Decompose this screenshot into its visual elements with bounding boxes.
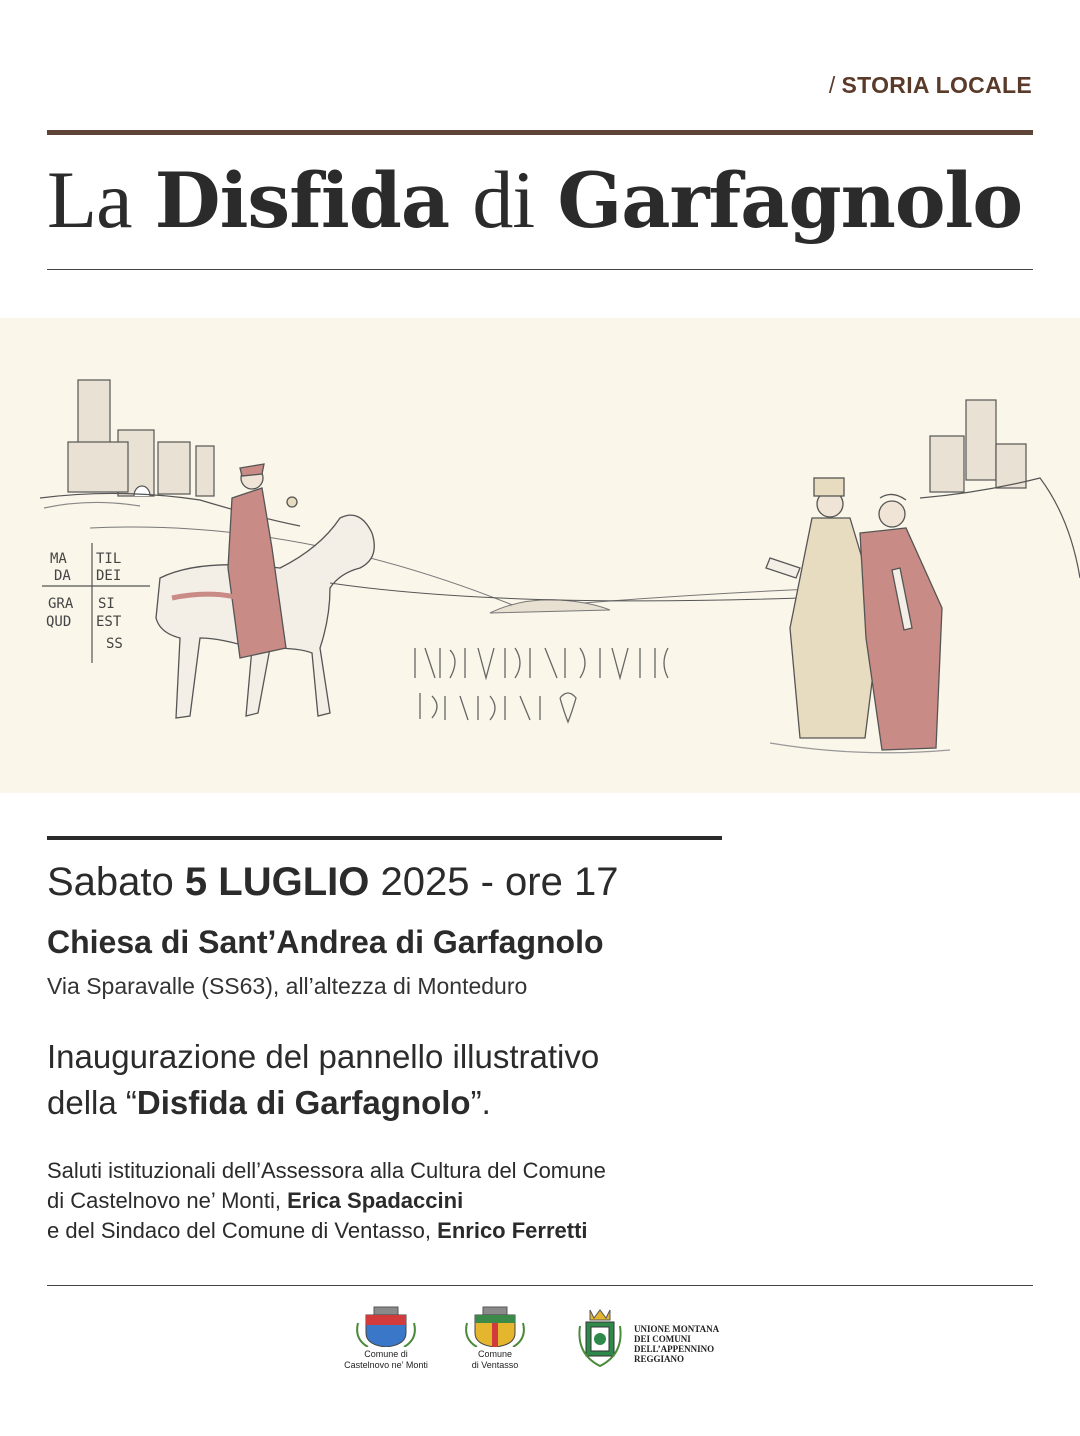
ventasso-coat-of-arms-icon bbox=[458, 1305, 532, 1347]
event-address: Via Sparavalle (SS63), all’altezza di Monteduro bbox=[47, 973, 528, 999]
footer-rule bbox=[47, 1285, 1033, 1286]
greetings-line-3 bbox=[47, 1216, 767, 1246]
description-suffix: ”. bbox=[470, 1084, 491, 1121]
event-day-month: 5 LUGLIO bbox=[184, 860, 370, 904]
category-label: STORIA LOCALE bbox=[841, 72, 1032, 98]
monogram-ss: SS bbox=[106, 636, 123, 652]
union-line-2: DEI COMUNI bbox=[634, 1334, 691, 1344]
section-category bbox=[829, 72, 1032, 99]
illustration-panel bbox=[0, 318, 1080, 793]
monogram-dei: DEI bbox=[96, 568, 122, 584]
description-line-2 bbox=[47, 1080, 767, 1126]
ventasso-caption-2: di Ventasso bbox=[471, 1360, 519, 1370]
greetings-line-2 bbox=[47, 1186, 767, 1216]
description-bold: Disfida di Garfagnolo bbox=[136, 1084, 471, 1121]
event-time: - ore 17 bbox=[480, 860, 619, 904]
greetings-line-2-text: di Castelnovo ne’ Monti, bbox=[47, 1188, 288, 1213]
page-title bbox=[47, 150, 1022, 251]
category-slash: / bbox=[828, 72, 836, 98]
description-line-1: Inaugurazione del pannello illustrativo bbox=[47, 1038, 600, 1075]
assessora-name: Erica Spadaccini bbox=[287, 1188, 464, 1213]
monogram-si: SI bbox=[98, 596, 115, 612]
ventasso-caption-1: Comune bbox=[477, 1349, 513, 1359]
unione-montana-emblem-icon bbox=[574, 1308, 626, 1376]
distant-hill bbox=[490, 600, 610, 613]
title-garfagnolo: Garfagnolo bbox=[557, 156, 1023, 245]
union-line-3: DELL’APPENNINO bbox=[634, 1344, 715, 1354]
title-disfida: Disfida bbox=[154, 156, 450, 245]
greetings-line-3-text: e del Sindaco del Comune di Ventasso, bbox=[47, 1218, 438, 1243]
logo-ventasso bbox=[458, 1305, 532, 1371]
logo-unione-montana bbox=[574, 1308, 734, 1380]
disfida-illustration bbox=[0, 318, 1080, 793]
logo-castelnovo bbox=[344, 1305, 428, 1371]
matilda-monogram bbox=[42, 543, 150, 663]
right-castle-drawing bbox=[920, 400, 1080, 578]
castelnovo-coat-of-arms-icon bbox=[344, 1305, 428, 1347]
description-prefix: della “ bbox=[47, 1084, 137, 1121]
sindaco-name: Enrico Ferretti bbox=[437, 1218, 588, 1243]
event-description bbox=[47, 1034, 767, 1126]
title-la: La bbox=[47, 154, 132, 245]
event-day-name: Sabato bbox=[47, 860, 174, 904]
event-year: 2025 bbox=[380, 860, 470, 904]
title-di: di bbox=[472, 154, 535, 245]
monogram-est: EST bbox=[96, 614, 122, 630]
greetings-line-1: Saluti istituzionali dell’Assessora alla Cultura del Comune bbox=[47, 1158, 606, 1183]
two-figures-drawing bbox=[766, 478, 950, 753]
event-date bbox=[47, 856, 618, 908]
event-rule bbox=[47, 836, 722, 840]
monogram-til: TIL bbox=[96, 551, 122, 567]
greetings bbox=[47, 1156, 767, 1246]
monogram-da: DA bbox=[54, 568, 71, 584]
title-rule bbox=[47, 269, 1033, 270]
union-line-1: UNIONE MONTANA bbox=[634, 1324, 720, 1334]
monogram-ma: MA bbox=[50, 551, 67, 567]
monogram-gra: GRA bbox=[48, 596, 74, 612]
rider-on-horse-drawing bbox=[156, 464, 800, 718]
monogram-qud: QUD bbox=[46, 614, 72, 630]
top-rule bbox=[47, 130, 1033, 135]
event-venue: Chiesa di Sant’Andrea di Garfagnolo bbox=[47, 924, 604, 960]
castelnovo-caption-2: Castelnovo ne’ Monti bbox=[344, 1360, 428, 1370]
union-line-4: REGGIANO bbox=[634, 1354, 685, 1364]
inscription-drawing bbox=[415, 648, 668, 722]
castelnovo-caption-1: Comune di bbox=[364, 1349, 408, 1359]
